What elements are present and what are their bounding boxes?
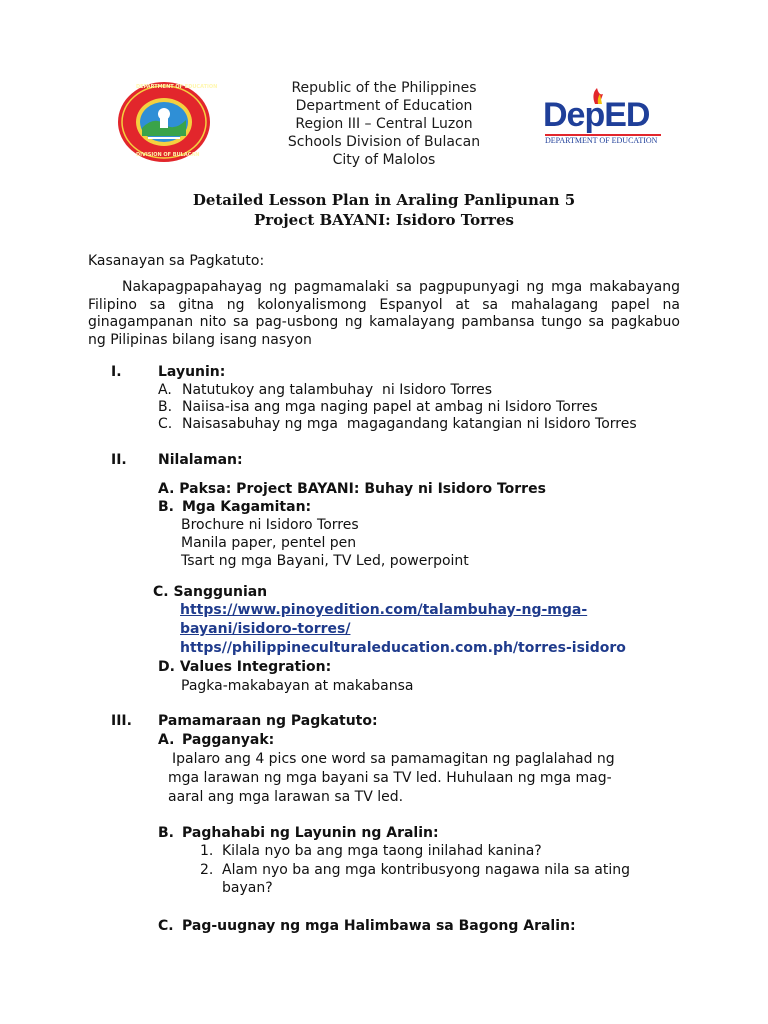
motivation-line: Ipalaro ang 4 pics one word sa pamamagitan ng paglalahad ng	[172, 751, 615, 767]
header-line-region: Region III – Central Luzon	[295, 116, 473, 132]
objectives-weaving-label: Paghahabi ng Layunin ng Aralin:	[182, 825, 439, 841]
header-line-city: City of Malolos	[332, 152, 436, 168]
connecting-examples-letter: C.	[158, 918, 174, 934]
reference-link-2[interactable]: https//philippineculturaleducation.com.ph/torres-isidoro	[180, 640, 626, 656]
section2-number: II.	[111, 452, 127, 468]
values-integration-label: D. Values Integration:	[158, 659, 332, 675]
values-integration-text: Pagka-makabayan at makabansa	[181, 678, 414, 694]
question-1-text: Kilala nyo ba ang mga taong inilahad kanina?	[222, 843, 542, 859]
motivation-line: aaral ang mga larawan sa TV led.	[168, 789, 404, 805]
material-item: Brochure ni Isidoro Torres	[181, 517, 359, 533]
material-item: Manila paper, pentel pen	[181, 535, 357, 551]
material-item: Tsart ng mga Bayani, TV Led, powerpoint	[181, 553, 469, 569]
question-2-text-cont: bayan?	[222, 880, 273, 896]
header-line-division: Schools Division of Bulacan	[287, 134, 481, 150]
objective-a-letter: A.	[158, 382, 172, 398]
connecting-examples-label: Pag-uugnay ng mga Halimbawa sa Bagong Aralin:	[182, 918, 576, 934]
question-2-number: 2.	[200, 862, 214, 878]
motivation-label: Pagganyak:	[182, 732, 275, 748]
objectives-weaving-letter: B.	[158, 825, 174, 841]
objective-b-letter: B.	[158, 399, 173, 415]
materials-letter: B.	[158, 499, 174, 515]
materials-label: Mga Kagamitan:	[182, 499, 312, 515]
section2-title: Nilalaman:	[158, 452, 243, 468]
objective-b-text: Naiisa-isa ang mga naging papel at ambag ni Isidoro Torres	[182, 399, 598, 415]
seal-text-top: DEPARTMENT OF EDUCATION	[136, 84, 218, 90]
objective-c-text: Naisasabuhay ng mga magagandang katangian ni Isidoro Torres	[182, 416, 637, 432]
seal-text-bottom: DIVISION OF BULACAN	[136, 152, 200, 158]
lesson-plan-subtitle: Project BAYANI: Isidoro Torres	[254, 211, 514, 229]
section3-title: Pamamaraan ng Pagkatuto:	[158, 713, 378, 729]
header-line-republic: Republic of the Philippines	[291, 80, 477, 96]
references-label: C. Sanggunian	[153, 584, 268, 600]
reference-link-1[interactable]: https://www.pinoyedition.com/talambuhay-ng-mga-	[180, 602, 588, 618]
header-line-department: Department of Education	[295, 98, 473, 114]
question-1-number: 1.	[200, 843, 214, 859]
competency-label: Kasanayan sa Pagkatuto:	[88, 253, 265, 269]
motivation-line: mga larawan ng mga bayani sa TV led. Huhulaan ng mga mag-	[168, 770, 612, 786]
question-2-text: Alam nyo ba ang mga kontribusyong nagawa nila sa ating	[222, 862, 630, 878]
objective-c-letter: C.	[158, 416, 173, 432]
section3-number: III.	[111, 713, 132, 729]
competency-text: Nakapagpapahayag ng pagmamalaki sa pagpupunyagi ng mga makabayang Filipino sa gitna ng kolonyalismong Espanyol at sa mahalagang papel na ginagampanan nito sa pag-usbong ng kamalayang pambansa tungo sa pagkabuo ng Pilipinas bilang isang nasyon	[88, 279, 680, 348]
objective-a-text: Natutukoy ang talambuhay ni Isidoro Torres	[182, 382, 493, 398]
lesson-plan-title: Detailed Lesson Plan in Araling Panlipunan 5	[192, 191, 576, 209]
deped-logo	[543, 86, 663, 150]
topic-line: A. Paksa: Project BAYANI: Buhay ni Isidoro Torres	[158, 481, 546, 497]
deped-logo-subtitle: DEPARTMENT OF EDUCATION	[545, 136, 658, 145]
motivation-letter: A.	[158, 732, 175, 748]
competency-paragraph	[88, 279, 680, 349]
section1-number: I.	[111, 364, 122, 380]
section1-title: Layunin:	[158, 364, 226, 380]
deped-logo-wordmark: DepED	[543, 96, 650, 134]
reference-link-1-cont[interactable]: bayani/isidoro-torres/	[180, 621, 351, 637]
